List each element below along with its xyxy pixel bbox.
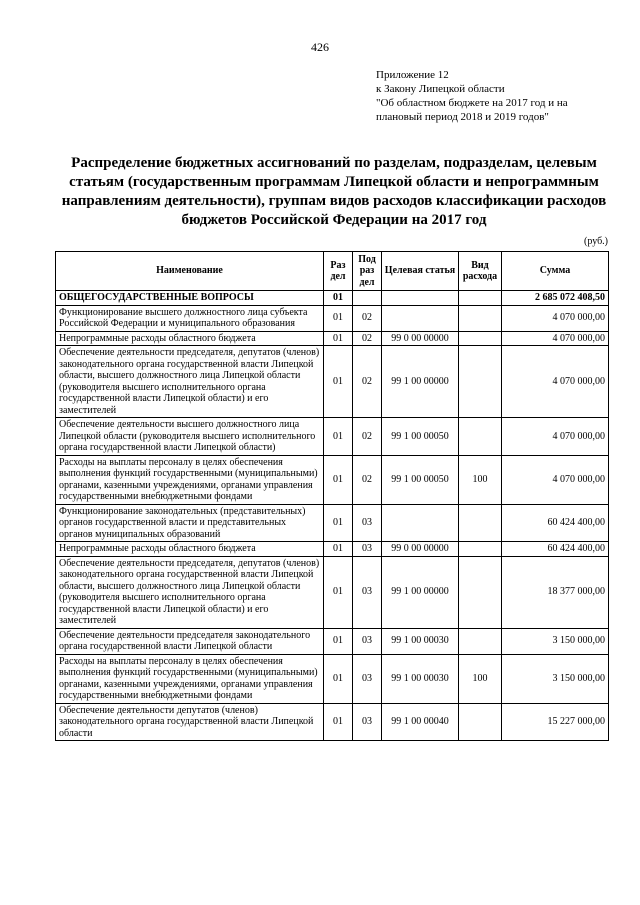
table-row	[56, 346, 609, 418]
table-row	[56, 628, 609, 654]
appendix-line: "Об областном бюджете на 2017 год и на	[376, 97, 568, 109]
row-podrazdel: 02	[353, 455, 382, 504]
row-vid	[459, 305, 502, 331]
row-tselevaya: 99 1 00 00040	[382, 703, 459, 741]
row-tselevaya: 99 0 00 00000	[382, 542, 459, 557]
column-header-name: Наименование	[56, 252, 324, 291]
row-summa: 4 070 000,00	[502, 346, 609, 418]
row-summa: 60 424 400,00	[502, 542, 609, 557]
row-summa: 15 227 000,00	[502, 703, 609, 741]
row-name: Обеспечение деятельности высшего должностного лица Липецкой области (руководителя высшего исполнительного органа государственной власти Липецкой области)	[56, 418, 324, 456]
row-tselevaya: 99 1 00 00050	[382, 418, 459, 456]
row-podrazdel: 03	[353, 542, 382, 557]
row-podrazdel: 03	[353, 628, 382, 654]
table-row	[56, 654, 609, 703]
row-podrazdel: 02	[353, 418, 382, 456]
row-podrazdel: 02	[353, 331, 382, 346]
column-header-tselevaya: Целевая статья	[382, 252, 459, 291]
row-summa: 4 070 000,00	[502, 418, 609, 456]
row-summa: 2 685 072 408,50	[502, 291, 609, 306]
row-tselevaya	[382, 305, 459, 331]
appendix-line: к Закону Липецкой области	[376, 83, 505, 95]
row-razdel: 01	[324, 331, 353, 346]
appendix-line: Приложение 12	[376, 69, 449, 81]
budget-table	[55, 251, 609, 741]
column-header-razdel: Раз дел	[324, 252, 353, 291]
column-header-summa: Сумма	[502, 252, 609, 291]
row-vid	[459, 418, 502, 456]
row-name: Непрограммные расходы областного бюджета	[56, 542, 324, 557]
row-name: Функционирование высшего должностного лица субъекта Российской Федерации и муниципального образования	[56, 305, 324, 331]
row-name: Функционирование законодательных (представительных) органов государственной власти и представительных органов муниципальных образований	[56, 504, 324, 542]
row-razdel: 01	[324, 305, 353, 331]
row-razdel: 01	[324, 455, 353, 504]
row-podrazdel: 02	[353, 305, 382, 331]
row-vid	[459, 542, 502, 557]
row-tselevaya: 99 1 00 00030	[382, 654, 459, 703]
table-header-row	[56, 252, 609, 291]
row-summa: 60 424 400,00	[502, 504, 609, 542]
row-vid	[459, 556, 502, 628]
row-summa: 4 070 000,00	[502, 331, 609, 346]
table-row	[56, 504, 609, 542]
row-summa: 3 150 000,00	[502, 628, 609, 654]
row-tselevaya: 99 0 00 00000	[382, 331, 459, 346]
row-podrazdel: 03	[353, 504, 382, 542]
row-tselevaya	[382, 291, 459, 306]
title-line: статьям (государственным программам Липецкой области и непрограммным	[69, 174, 599, 190]
row-razdel: 01	[324, 418, 353, 456]
row-razdel: 01	[324, 556, 353, 628]
document-title	[48, 154, 620, 230]
row-summa: 4 070 000,00	[502, 455, 609, 504]
row-name: Обеспечение деятельности председателя, депутатов (членов) законодательного органа государственной власти Липецкой области, высшего должностного лица Липецкой области (руководителя высшего исполнительного органа государственной власти Липецкой области) и его заместителей	[56, 346, 324, 418]
row-tselevaya	[382, 504, 459, 542]
table-row	[56, 556, 609, 628]
row-vid: 100	[459, 455, 502, 504]
appendix-note	[376, 68, 568, 124]
page-number: 426	[311, 40, 329, 54]
table-row	[56, 455, 609, 504]
row-razdel: 01	[324, 703, 353, 741]
column-header-vid: Вид расхода	[459, 252, 502, 291]
appendix-line: плановый период 2018 и 2019 годов"	[376, 111, 549, 123]
row-summa: 3 150 000,00	[502, 654, 609, 703]
row-vid	[459, 703, 502, 741]
table-row	[56, 331, 609, 346]
currency-unit: (руб.)	[584, 236, 608, 247]
row-vid: 100	[459, 654, 502, 703]
row-razdel: 01	[324, 628, 353, 654]
row-name: Обеспечение деятельности депутатов (членов) законодательного органа государственной власти Липецкой области	[56, 703, 324, 741]
row-podrazdel: 03	[353, 654, 382, 703]
row-podrazdel	[353, 291, 382, 306]
table-row	[56, 418, 609, 456]
row-vid	[459, 346, 502, 418]
title-line: бюджетов Российской Федерации на 2017 год	[181, 212, 487, 228]
row-vid	[459, 331, 502, 346]
row-summa: 18 377 000,00	[502, 556, 609, 628]
title-line: направлениям деятельности), группам видов расходов классификации расходов	[61, 193, 607, 209]
row-razdel: 01	[324, 504, 353, 542]
row-name: ОБЩЕГОСУДАРСТВЕННЫЕ ВОПРОСЫ	[56, 291, 324, 306]
row-razdel: 01	[324, 654, 353, 703]
row-tselevaya: 99 1 00 00050	[382, 455, 459, 504]
row-podrazdel: 03	[353, 703, 382, 741]
row-vid	[459, 628, 502, 654]
row-summa: 4 070 000,00	[502, 305, 609, 331]
row-vid	[459, 504, 502, 542]
row-tselevaya: 99 1 00 00000	[382, 556, 459, 628]
row-name: Расходы на выплаты персоналу в целях обеспечения выполнения функций государственными (муниципальными) органами, казенными учреждениями, органами управления государственными внебюджетными фондами	[56, 455, 324, 504]
table-row	[56, 305, 609, 331]
row-razdel: 01	[324, 346, 353, 418]
column-header-podrazdel: Под раз дел	[353, 252, 382, 291]
row-razdel: 01	[324, 542, 353, 557]
table-row	[56, 542, 609, 557]
row-podrazdel: 03	[353, 556, 382, 628]
table-row	[56, 291, 609, 306]
row-name: Расходы на выплаты персоналу в целях обеспечения выполнения функций государственными (муниципальными) органами, казенными учреждениями, органами управления государственными внебюджетными фондами	[56, 654, 324, 703]
title-line: Распределение бюджетных ассигнований по разделам, подразделам, целевым	[71, 155, 597, 171]
table-row	[56, 703, 609, 741]
row-podrazdel: 02	[353, 346, 382, 418]
row-razdel: 01	[324, 291, 353, 306]
budget-table-body	[56, 291, 609, 741]
row-name: Обеспечение деятельности председателя законодательного органа государственной власти Липецкой области	[56, 628, 324, 654]
row-tselevaya: 99 1 00 00030	[382, 628, 459, 654]
row-vid	[459, 291, 502, 306]
row-tselevaya: 99 1 00 00000	[382, 346, 459, 418]
row-name: Непрограммные расходы областного бюджета	[56, 331, 324, 346]
row-name: Обеспечение деятельности председателя, депутатов (членов) законодательного органа государственной власти Липецкой области, высшего должностного лица Липецкой области (руководителя высшего исполнительного органа государственной власти Липецкой области) и его заместителей	[56, 556, 324, 628]
